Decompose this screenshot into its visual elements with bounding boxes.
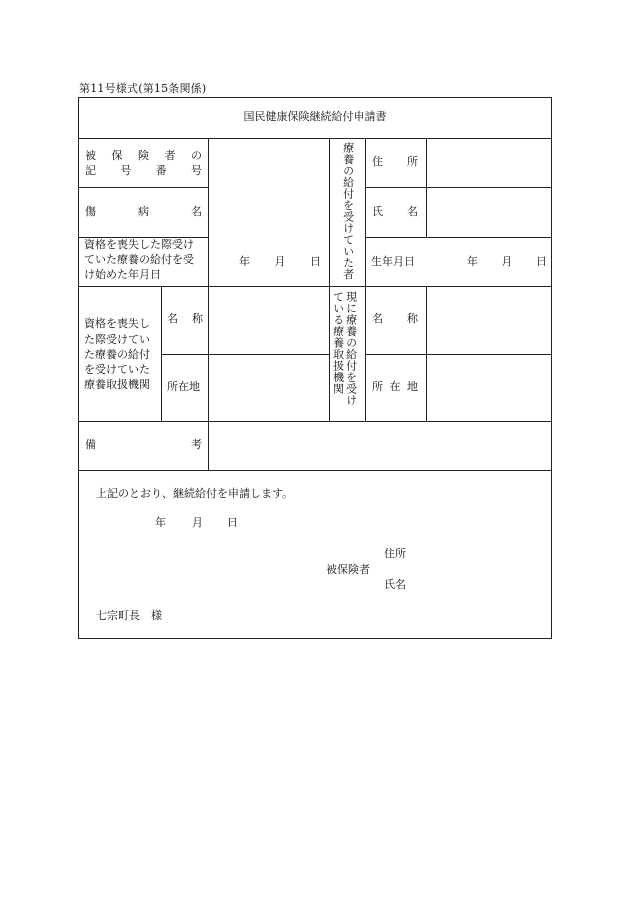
label-char: 称 [407,312,418,325]
application-month: 月 [192,516,203,529]
loss-date-field[interactable] [239,255,321,270]
label-char: 氏 [372,205,383,218]
application-year: 年 [155,516,166,529]
loss-date-label-line1: 資格を喪失した際受け [84,238,194,251]
remarks-label [85,438,202,453]
name-label [372,205,418,220]
label-char: 所 [372,380,383,393]
row-divider [365,237,551,238]
prior-facility-name-field[interactable] [209,287,329,354]
prior-facility-text: 資格を喪失し [84,317,150,330]
facility-name-label [167,312,203,327]
column-divider [365,138,366,421]
label-char: 名 [167,312,178,325]
current-facility-label-col2: ている療養取扱機関 [331,291,345,395]
label-char: の [191,149,202,162]
applicant-insured-label: 被保険者 [326,563,370,576]
year-unit: 年 [239,255,250,268]
prior-facility-label-line1 [84,317,157,332]
current-facility-location-field[interactable] [427,355,551,421]
address-label [372,155,418,170]
applicant-address-label: 住所 [384,547,406,560]
month-unit: 月 [501,255,513,268]
label-char: 考 [191,438,202,451]
current-facility-name-field[interactable] [427,287,551,354]
prior-facility-location-field[interactable] [209,355,329,421]
disease-name-label [85,205,202,220]
label-char: 在 [389,380,401,393]
label-char: 傷 [85,205,96,218]
declaration-text: 上記のとおり、継続給付を申請します。 [96,487,294,500]
facility-location-label: 所在地 [167,380,200,393]
row-divider [79,187,208,188]
label-char: 称 [192,312,203,325]
recipient-vertical-label: 療養の給付を受けていた者 [341,142,355,280]
applicant-name-label: 氏名 [384,578,406,591]
row-divider [79,470,551,471]
label-char: 備 [85,438,96,451]
current-facility-name-label [372,312,418,327]
label-char: 名 [191,205,202,218]
prior-facility-label-line3: た療養の給付 [84,348,150,361]
addressee: 七宗町長 様 [96,609,162,622]
form-number: 第11号様式(第15条関係) [79,82,207,95]
day-unit: 日 [536,255,547,268]
form-title: 国民健康保険継続給付申請書 [243,110,387,123]
insured-number-field[interactable] [209,139,329,187]
label-char: 険 [138,149,149,162]
label-char: 所 [407,155,418,168]
label-char: 地 [407,380,418,393]
label-char: 号 [190,164,202,177]
prior-facility-label-line2: た際受けてい [84,333,150,346]
recipient-name-field[interactable] [427,188,551,237]
loss-date-label-line2: ていた療養の給付を受 [84,253,194,266]
label-char: 住 [372,155,383,168]
column-divider [329,138,330,421]
remarks-field[interactable] [209,422,551,470]
disease-name-field[interactable] [209,188,329,237]
label-char: 記 [85,164,96,177]
recipient-address-field[interactable] [427,139,551,187]
label-char: 者 [164,149,176,162]
month-unit: 月 [274,255,286,268]
year-unit: 年 [467,255,478,268]
insured-number-label-line2 [85,164,202,179]
label-char: 名 [372,312,383,325]
label-char: 名 [407,205,418,218]
current-facility-location-label [372,380,418,395]
birthdate-field[interactable] [467,255,547,270]
label-char: 被 [85,149,96,162]
application-form [78,97,552,639]
prior-facility-label-line4: を受けていた [84,363,150,376]
current-facility-label-col1: 現に療養の給付を受け [344,291,358,406]
label-char: 号 [120,164,132,177]
insured-number-label-line1 [85,149,202,164]
label-char: 保 [111,149,123,162]
prior-facility-label-line5: 療養取扱機関 [84,378,150,391]
application-day: 日 [227,516,238,529]
label-char: 病 [138,205,149,218]
column-divider [161,286,162,421]
label-char: 番 [155,164,167,177]
loss-date-label-line3: け始めた年月日 [84,268,161,281]
day-unit: 日 [310,255,321,268]
birthdate-label: 生年月日 [371,255,415,268]
